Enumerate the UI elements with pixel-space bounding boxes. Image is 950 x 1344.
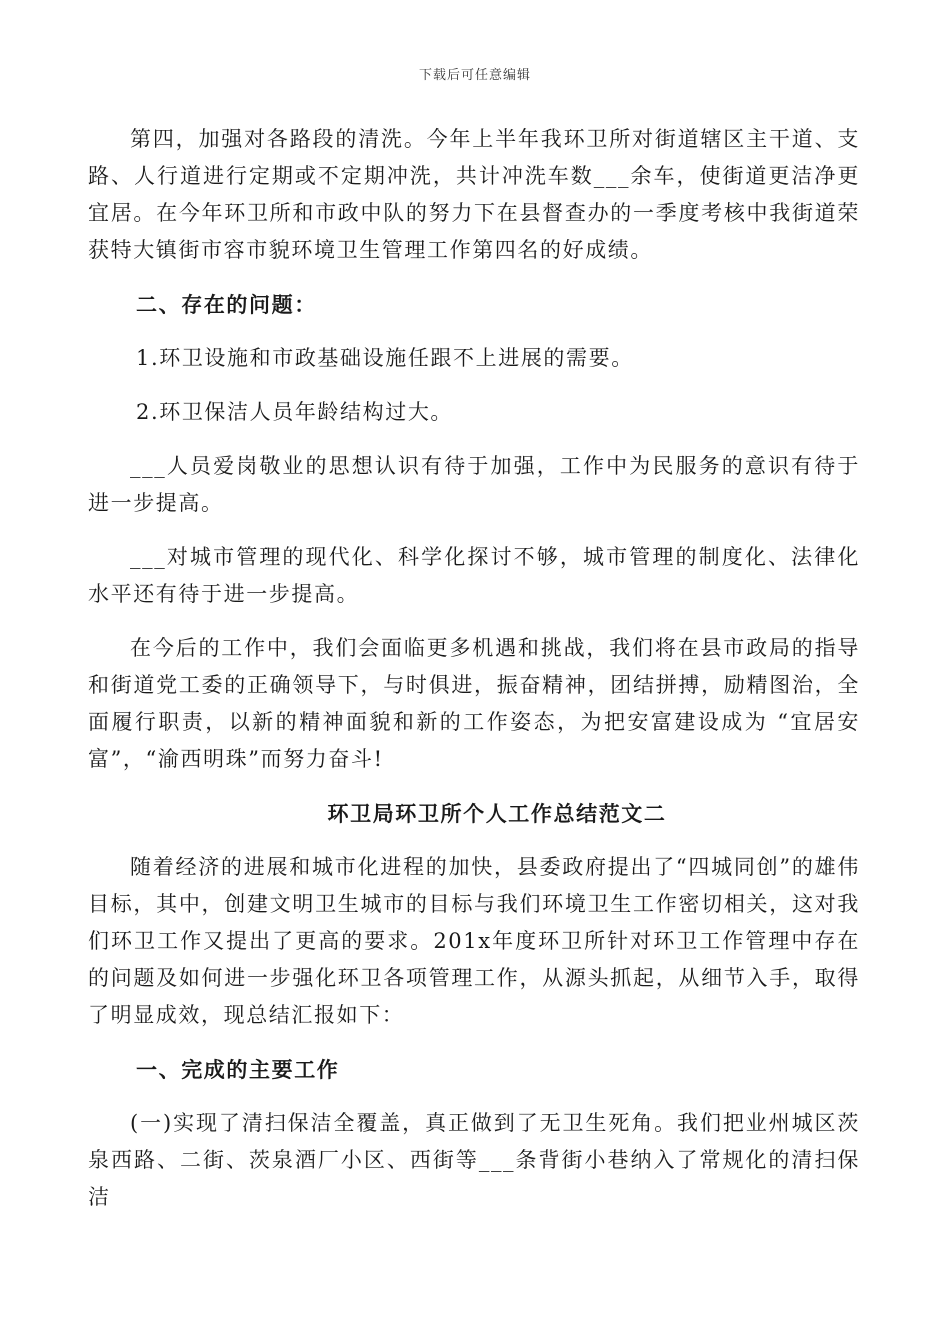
paragraph-full-coverage: (一)实现了清扫保洁全覆盖，真正做到了无卫生死角。我们把业州城区茨泉西路、二街、茨泉酒厂小区、西街等___条背街小巷纳入了常规化的清扫保洁 <box>88 1111 860 1209</box>
paragraph-staff-awareness: ___人员爱岗敬业的思想认识有待于加强，工作中为民服务的意识有待于进一步提高。 <box>88 454 860 515</box>
document-title-sample-two: 环卫局环卫所个人工作总结范文二 <box>327 801 667 826</box>
paragraph-city-management: ___对城市管理的现代化、科学化探讨不够，城市管理的制度化、法律化水平还有待于进一步提高。 <box>88 545 860 606</box>
problem-item-2: 2.环卫保洁人员年龄结构过大。 <box>136 400 454 424</box>
section-heading-problems: 二、存在的问题： <box>136 292 317 317</box>
problem-item-1: 1.环卫设施和市政基础设施任跟不上进展的需要。 <box>136 346 634 370</box>
section-heading-main-work: 一、完成的主要工作 <box>136 1057 340 1082</box>
paragraph-future-work: 在今后的工作中，我们会面临更多机遇和挑战，我们将在县市政局的指导和街道党工委的正确领导下，与时俱进，振奋精神，团结拼搏，励精图治，全面履行职责，以新的精神面貌和新的工作姿态，为把安富建设成为 “宜居安富”，“渝西明珠”而努力奋斗! <box>88 636 860 771</box>
document-body <box>88 121 860 1216</box>
paragraph-street-cleaning: 第四，加强对各路段的清洗。今年上半年我环卫所对街道辖区主干道、支路、人行道进行定期或不定期冲洗，共计冲洗车数___余车，使街道更洁净更宜居。在今年环卫所和市政中队的努力下在县督查办的一季度考核中我街道荣获特大镇街市容市貌环境卫生管理工作第四名的好成绩。 <box>88 127 860 262</box>
paragraph-introduction: 随着经济的进展和城市化进程的加快，县委政府提出了“四城同创”的雄伟目标，其中，创建文明卫生城市的目标与我们环境卫生工作密切相关，这对我们环卫工作又提出了更高的要求。201x年度环卫所针对环卫工作管理中存在的问题及如何进一步强化环卫各项管理工作，从源头抓起，从细节入手，取得了明显成效，现总结汇报如下： <box>88 855 860 1027</box>
page-header-note: 下载后可任意编辑 <box>418 68 531 83</box>
